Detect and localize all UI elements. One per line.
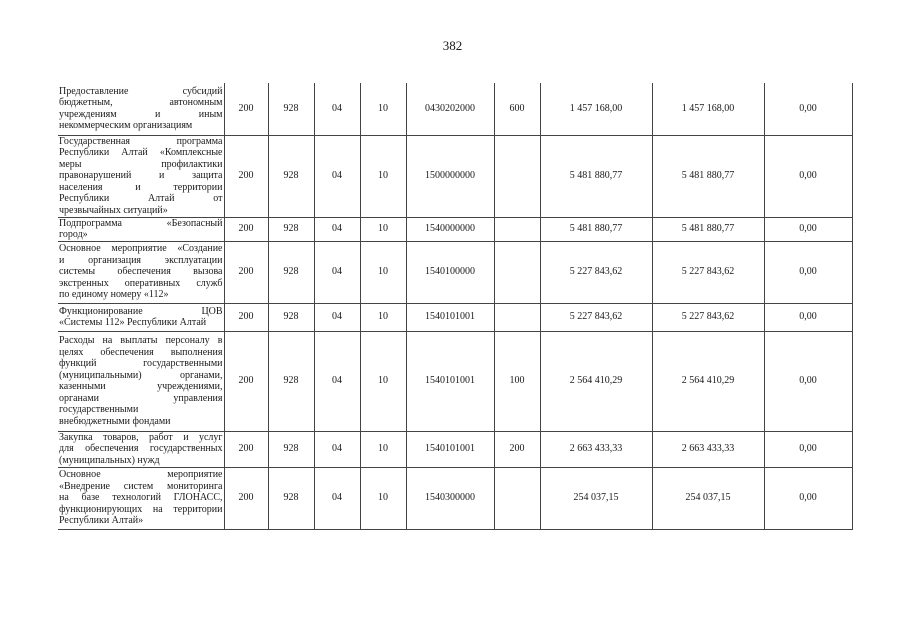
amount-cell: 2 663 433,33 [652, 431, 764, 467]
amount-cell: 5 227 843,62 [652, 241, 764, 303]
table-row [58, 331, 852, 431]
code-cell: 10 [360, 431, 406, 467]
amount-cell: 5 227 843,62 [540, 241, 652, 303]
code-cell: 928 [268, 135, 314, 217]
description-line: (муниципальными) органами, [59, 369, 223, 381]
description-line: Республики Алтай» [59, 515, 144, 527]
amount-cell: 5 481 880,77 [652, 135, 764, 217]
target-article-cell: 1540000000 [406, 217, 494, 241]
description-line: населения и территории [59, 181, 223, 193]
amount-cell: 0,00 [764, 83, 852, 135]
code-cell: 10 [360, 83, 406, 135]
amount-cell: 0,00 [764, 135, 852, 217]
description-line: органами управления [59, 392, 223, 404]
row-description [58, 217, 224, 241]
amount-cell: 5 481 880,77 [540, 135, 652, 217]
code-cell: 200 [224, 217, 268, 241]
description-line: Расходы на выплаты персоналу в [59, 335, 223, 346]
code-cell: 928 [268, 431, 314, 467]
code-cell: 04 [314, 217, 360, 241]
description-line: функционирующих на территории [59, 503, 223, 515]
code-cell: 200 [224, 241, 268, 303]
amount-cell: 254 037,15 [652, 467, 764, 529]
description-line: Основное мероприятие «Создание [59, 243, 223, 255]
table-row [58, 83, 852, 135]
code-cell: 200 [224, 303, 268, 331]
description-line: экстренных оперативных служб [59, 277, 223, 289]
amount-cell: 0,00 [764, 217, 852, 241]
code-cell: 04 [314, 135, 360, 217]
expense-type-cell [494, 135, 540, 217]
description-line: системы обеспечения вызова [59, 266, 223, 278]
description-line: Республики Алтай «Комплексные [59, 147, 223, 159]
code-cell: 10 [360, 331, 406, 431]
amount-cell: 0,00 [764, 241, 852, 303]
row-description [58, 467, 224, 529]
description-line: Закупка товаров, работ и услуг [59, 431, 223, 443]
expense-type-cell [494, 217, 540, 241]
code-cell: 04 [314, 303, 360, 331]
code-cell: 928 [268, 217, 314, 241]
code-cell: 10 [360, 217, 406, 241]
page-number: 382 [442, 38, 463, 53]
description-line: казенными учреждениями, [59, 381, 223, 392]
description-line: меры профилактики [59, 158, 223, 170]
amount-cell: 254 037,15 [540, 467, 652, 529]
expense-type-cell [494, 303, 540, 331]
row-description [58, 303, 224, 331]
amount-cell: 5 227 843,62 [540, 303, 652, 331]
code-cell: 10 [360, 241, 406, 303]
code-cell: 04 [314, 331, 360, 431]
amount-cell: 0,00 [764, 467, 852, 529]
description-line: целях обеспечения выполнения [59, 346, 223, 358]
row-description [58, 331, 224, 431]
amount-cell: 1 457 168,00 [652, 83, 764, 135]
amount-cell: 5 481 880,77 [652, 217, 764, 241]
table-body [58, 83, 852, 529]
target-article-cell: 1540101001 [406, 431, 494, 467]
amount-cell: 0,00 [764, 303, 852, 331]
target-article-cell: 1540101001 [406, 303, 494, 331]
code-cell: 928 [268, 83, 314, 135]
description-line: чрезвычайных ситуаций» [59, 204, 168, 216]
target-article-cell: 1540300000 [406, 467, 494, 529]
description-line: учреждениям и иным [59, 108, 223, 120]
table-row [58, 217, 852, 241]
description-line: «Системы 112» Республики Алтай [59, 317, 207, 328]
amount-cell: 0,00 [764, 431, 852, 467]
description-line: Республики Алтай от [59, 193, 223, 205]
amount-cell: 2 564 410,29 [540, 331, 652, 431]
budget-table [58, 83, 853, 530]
description-line: бюджетным, автономным [59, 97, 223, 109]
amount-cell: 2 663 433,33 [540, 431, 652, 467]
expense-type-cell: 600 [494, 83, 540, 135]
description-line: для обеспечения государственных [59, 443, 223, 455]
expense-type-cell [494, 241, 540, 303]
amount-cell: 1 457 168,00 [540, 83, 652, 135]
code-cell: 928 [268, 467, 314, 529]
expense-type-cell: 100 [494, 331, 540, 431]
table-row [58, 241, 852, 303]
description-line: на базе технологий ГЛОНАСС, [59, 492, 223, 504]
code-cell: 04 [314, 83, 360, 135]
code-cell: 200 [224, 331, 268, 431]
row-description [58, 241, 224, 303]
code-cell: 928 [268, 241, 314, 303]
code-cell: 10 [360, 135, 406, 217]
description-line: город» [59, 229, 88, 240]
code-cell: 200 [224, 83, 268, 135]
amount-cell: 0,00 [764, 331, 852, 431]
description-line: по единому номеру «112» [59, 289, 169, 301]
amount-cell: 2 564 410,29 [652, 331, 764, 431]
description-line: Государственная программа [59, 135, 223, 147]
code-cell: 10 [360, 303, 406, 331]
code-cell: 928 [268, 331, 314, 431]
expense-type-cell: 200 [494, 431, 540, 467]
row-description [58, 83, 224, 135]
code-cell: 04 [314, 431, 360, 467]
table-row [58, 135, 852, 217]
description-line: правонарушений и защита [59, 170, 223, 182]
code-cell: 04 [314, 241, 360, 303]
code-cell: 04 [314, 467, 360, 529]
code-cell: 200 [224, 135, 268, 217]
code-cell: 200 [224, 431, 268, 467]
code-cell: 200 [224, 467, 268, 529]
table-row [58, 303, 852, 331]
description-line: некоммерческим организациям [59, 120, 193, 132]
amount-cell: 5 481 880,77 [540, 217, 652, 241]
table-row [58, 467, 852, 529]
row-description [58, 431, 224, 467]
target-article-cell: 0430202000 [406, 83, 494, 135]
description-line: и организация эксплуатации [59, 254, 223, 266]
code-cell: 928 [268, 303, 314, 331]
target-article-cell: 1540101001 [406, 331, 494, 431]
description-line: Основное мероприятие [59, 469, 223, 481]
code-cell: 10 [360, 467, 406, 529]
description-line: Подпрограмма «Безопасный [59, 217, 223, 229]
expense-type-cell [494, 467, 540, 529]
row-description [58, 135, 224, 217]
description-line: «Внедрение систем мониторинга [59, 480, 223, 492]
table-row [58, 431, 852, 467]
description-line: (муниципальных) нужд [59, 454, 160, 466]
description-line: государственными [59, 404, 139, 415]
description-line: внебюджетными фондами [59, 415, 171, 427]
target-article-cell: 1500000000 [406, 135, 494, 217]
description-line: Функционирование ЦОВ [59, 305, 223, 317]
amount-cell: 5 227 843,62 [652, 303, 764, 331]
description-line: Предоставление субсидий [59, 85, 223, 97]
target-article-cell: 1540100000 [406, 241, 494, 303]
description-line: функций государственными [59, 358, 223, 369]
